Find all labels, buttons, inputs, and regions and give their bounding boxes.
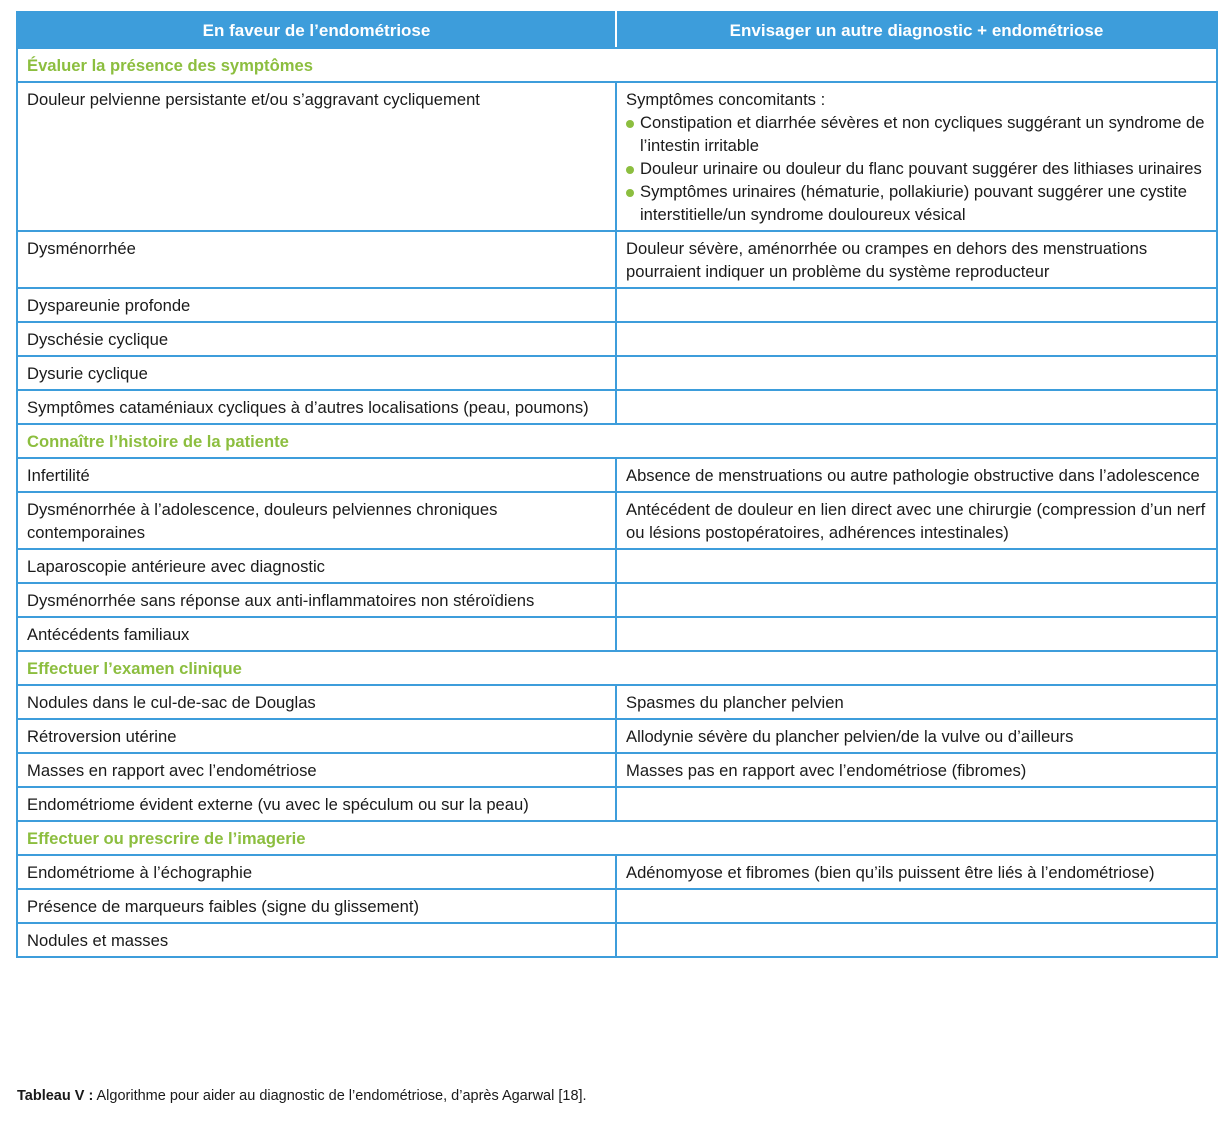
cell-right <box>616 549 1217 583</box>
section-row <box>17 424 1217 458</box>
list-item-text: Symptômes urinaires (hématurie, pollakiurie) pouvant suggérer une cystite interstitielle/un syndrome douloureux vésical <box>640 182 1187 224</box>
cell-left: Nodules et masses <box>17 923 616 957</box>
column-header-right: Envisager un autre diagnostic + endométriose <box>616 12 1217 48</box>
cell-left: Infertilité <box>17 458 616 492</box>
cell-left: Endométriome à l’échographie <box>17 855 616 889</box>
table-row <box>17 458 1217 492</box>
cell-left: Douleur pelvienne persistante et/ou s’aggravant cycliquement <box>17 82 616 231</box>
cell-right <box>616 390 1217 424</box>
table-row <box>17 549 1217 583</box>
cell-left: Endométriome évident externe (vu avec le spéculum ou sur la peau) <box>17 787 616 821</box>
section-title: Évaluer la présence des symptômes <box>17 48 1217 82</box>
list-item-text: Constipation et diarrhée sévères et non cycliques suggérant un syndrome de l’intestin irritable <box>640 113 1205 155</box>
table-row <box>17 753 1217 787</box>
cell-right: Douleur sévère, aménorrhée ou crampes en dehors des menstruations pourraient indiquer un problème du système reproducteur <box>616 231 1217 288</box>
diagnosis-table <box>16 11 1218 958</box>
section-title: Effectuer ou prescrire de l’imagerie <box>17 821 1217 855</box>
bullet-icon <box>626 189 634 197</box>
cell-right: Masses pas en rapport avec l’endométriose (fibromes) <box>616 753 1217 787</box>
cell-right: Spasmes du plancher pelvien <box>616 685 1217 719</box>
cell-right <box>616 288 1217 322</box>
table-row <box>17 889 1217 923</box>
bullet-list <box>626 111 1207 226</box>
cell-right <box>616 617 1217 651</box>
cell-left: Présence de marqueurs faibles (signe du glissement) <box>17 889 616 923</box>
section-row <box>17 48 1217 82</box>
cell-left: Dysménorrhée <box>17 231 616 288</box>
table-row <box>17 787 1217 821</box>
cell-right <box>616 583 1217 617</box>
table-row <box>17 583 1217 617</box>
table-row <box>17 288 1217 322</box>
cell-left: Dyschésie cyclique <box>17 322 616 356</box>
cell-left: Symptômes cataméniaux cycliques à d’autres localisations (peau, poumons) <box>17 390 616 424</box>
table-row <box>17 322 1217 356</box>
caption-text: Algorithme pour aider au diagnostic de l’endométriose, d’après Agarwal [18]. <box>93 1088 587 1104</box>
cell-left: Antécédents familiaux <box>17 617 616 651</box>
list-item <box>626 180 1207 226</box>
cell-right <box>616 322 1217 356</box>
cell-left: Dysurie cyclique <box>17 356 616 390</box>
cell-left: Masses en rapport avec l’endométriose <box>17 753 616 787</box>
cell-right <box>616 923 1217 957</box>
cell-right <box>616 356 1217 390</box>
cell-left: Laparoscopie antérieure avec diagnostic <box>17 549 616 583</box>
table-row <box>17 719 1217 753</box>
cell-right <box>616 787 1217 821</box>
bullet-icon <box>626 166 634 174</box>
cell-right <box>616 82 1217 231</box>
column-header-left: En faveur de l’endométriose <box>17 12 616 48</box>
table-row <box>17 492 1217 549</box>
cell-left: Dysménorrhée sans réponse aux anti-inflammatoires non stéroïdiens <box>17 583 616 617</box>
cell-right <box>616 889 1217 923</box>
table-caption <box>17 1088 587 1104</box>
bullet-icon <box>626 120 634 128</box>
cell-left: Dyspareunie profonde <box>17 288 616 322</box>
cell-left: Rétroversion utérine <box>17 719 616 753</box>
list-item <box>626 157 1207 180</box>
table-header-row <box>17 12 1217 48</box>
table-row <box>17 356 1217 390</box>
table-row <box>17 82 1217 231</box>
section-title: Connaître l’histoire de la patiente <box>17 424 1217 458</box>
list-item-text: Douleur urinaire ou douleur du flanc pouvant suggérer des lithiases urinaires <box>640 159 1202 178</box>
table-row <box>17 923 1217 957</box>
cell-right: Adénomyose et fibromes (bien qu’ils puissent être liés à l’endométriose) <box>616 855 1217 889</box>
table-row <box>17 617 1217 651</box>
table-row <box>17 231 1217 288</box>
cell-left: Dysménorrhée à l’adolescence, douleurs pelviennes chroniques contemporaines <box>17 492 616 549</box>
list-item <box>626 111 1207 157</box>
section-row <box>17 821 1217 855</box>
table-row <box>17 390 1217 424</box>
caption-label: Tableau V : <box>17 1088 94 1104</box>
cell-right: Absence de menstruations ou autre pathologie obstructive dans l’adolescence <box>616 458 1217 492</box>
cell-intro: Symptômes concomitants : <box>626 90 826 109</box>
cell-right: Allodynie sévère du plancher pelvien/de la vulve ou d’ailleurs <box>616 719 1217 753</box>
section-title: Effectuer l’examen clinique <box>17 651 1217 685</box>
cell-right: Antécédent de douleur en lien direct avec une chirurgie (compression d’un nerf ou lésions postopératoires, adhérences intestinales) <box>616 492 1217 549</box>
section-row <box>17 651 1217 685</box>
table-row <box>17 685 1217 719</box>
cell-left: Nodules dans le cul-de-sac de Douglas <box>17 685 616 719</box>
table-row <box>17 855 1217 889</box>
